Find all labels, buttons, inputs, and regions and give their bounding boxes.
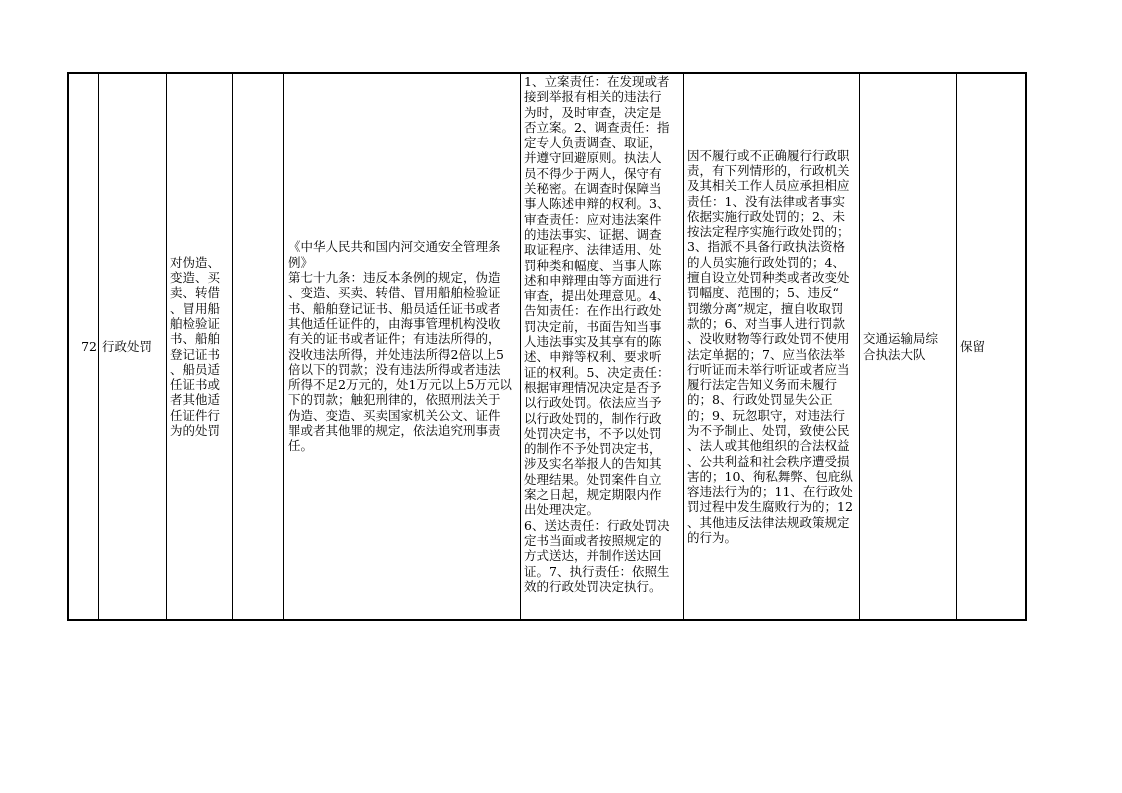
- basis-cell: [284, 74, 521, 619]
- sub-item-cell: [233, 74, 284, 619]
- remark: 保留: [960, 338, 986, 354]
- responsibility-cell: [521, 74, 684, 619]
- responsibility-text: 1、立案责任：在发现或者 接到举报有相关的违法行 为时，及时审查，决定是 否立案。2、调查责任：指 定专人负责调查、取证， 并遵守回避原则。执法人 员不得少于两人，保守有 关秘密。在调查时保障当 事人陈述申辩的权利。3、 审查责任：应对违法案件 的违法事实、证据、调查 取证程序、法律适用、处 罚种类和幅度、当事人陈 述和申辩理由等方面进行 审查，提出处理意见。4、 告知责任：在作出行政处 罚决定前，书面告知当事 人违法事实及其享有的陈 述、申辩等权利、要求听 证的权利。5、决定责任： 根据审理情况决定是否予 以行政处罚。依法应当予 以行政处罚的，制作行政 处罚决定书，不予以处罚 的制作不予处罚决定书， 涉及实名举报人的告知其 处理结果。处罚案件自立 案之日起，规定期限内作 出处理决定。 6、送达责任：行政处罚决 定书当面或者按照规定的 方式送达，并制作送达回 证。7、执行责任：依照生 效的行政处罚决定执行。: [524, 74, 670, 594]
- item-name-cell: [167, 74, 233, 619]
- table-row: [67, 72, 1027, 621]
- power-type: 行政处罚: [102, 338, 153, 354]
- type-cell: [99, 74, 167, 619]
- department-cell: [860, 74, 957, 619]
- department: 交通运输局综 合执法大队: [863, 331, 939, 362]
- seq-cell: [69, 74, 99, 619]
- seq-number: 72: [81, 338, 97, 354]
- item-name: 对伪造、 变造、买 卖、转借 、冒用船 舶检验证 书、船舶 登记证书 、船员适 任证书或 者其他适 任证件行 为的处罚: [170, 254, 221, 438]
- accountability-text: 因不履行或不正确履行行政职 责，有下列情形的，行政机关 及其相关工作人员应承担相应 责任：1、没有法律或者事实 依据实施行政处罚的；2、未 按法定程序实施行政处罚的； 3、指派不具备行政执法资格 的人员实施行政处罚的；4、 擅自设立处罚种类或者改变处 罚幅度、范围的；5、违反“ 罚缴分离”规定，擅自收取罚 款的；6、对当事人进行罚款 、没收财物等行政处罚不使用 法定单据的；7、应当依法举 行听证而未举行听证或者应当 履行法定告知义务而未履行 的；8、行政处罚显失公正 的；9、玩忽职守，对违法行 为不予制止、处罚，致使公民 、法人或其他组织的合法权益 、公共利益和社会秩序遭受损 害的；10、徇私舞弊、包庇纵 容违法行为的；11、在行政处 罚过程中发生腐败行为的；12 、其他违反法律法规政策规定 的行为。: [687, 147, 853, 546]
- remark-cell: [957, 74, 1027, 619]
- accountability-cell: [684, 74, 860, 619]
- legal-basis: 《中华人民共和国内河交通安全管理条 例》 第七十九条：违反本条例的规定，伪造 、变造、买卖、转借、冒用船舶检验证 书、船舶登记证书、船员适任证书或者 其他适任证件的，由海事管理机构没收 有关的证书或者证件；有违法所得的， 没收违法所得，并处违法所得2倍以上5 倍以下的罚款；没有违法所得或者违法 所得不足2万元的，处1万元以上5万元以 下的罚款；触犯刑律的，依照刑法关于 伪造、变造、买卖国家机关公文、证件 罪或者其他罪的规定，依法追究刑事责 任。: [288, 239, 512, 454]
